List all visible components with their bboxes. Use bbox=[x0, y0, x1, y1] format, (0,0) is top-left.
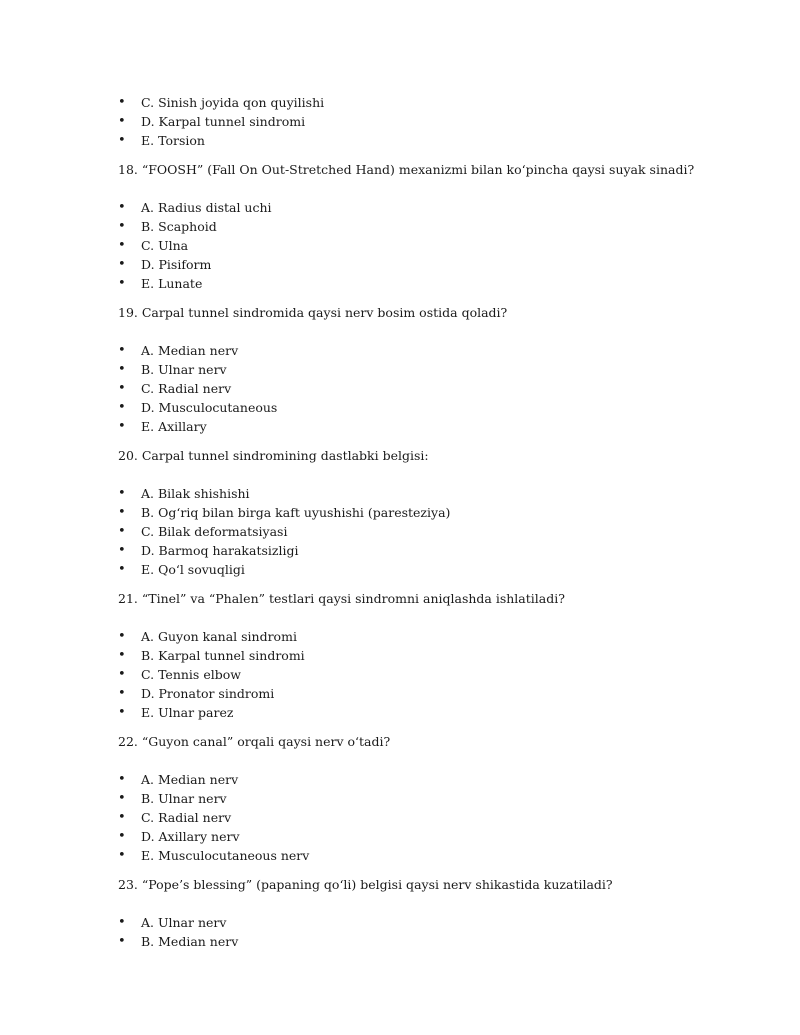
option-text: B. Og‘riq bilan birga kaft uyushishi (paresteziya) bbox=[141, 505, 451, 520]
option-text: B. Ulnar nerv bbox=[141, 791, 227, 806]
bullet-icon: • bbox=[118, 829, 126, 844]
option-item bbox=[118, 913, 758, 932]
option-item bbox=[118, 541, 758, 560]
bullet-icon: • bbox=[118, 648, 126, 663]
option-item bbox=[118, 360, 758, 379]
option-item bbox=[118, 217, 758, 236]
bullet-icon: • bbox=[118, 219, 126, 234]
option-text: E. Lunate bbox=[141, 276, 203, 291]
option-text: D. Pisiform bbox=[141, 257, 212, 272]
option-item bbox=[118, 665, 758, 684]
bullet-icon: • bbox=[118, 200, 126, 215]
question-22 bbox=[118, 732, 758, 865]
option-item bbox=[118, 646, 758, 665]
bullet-icon: • bbox=[118, 257, 126, 272]
option-text: B. Ulnar nerv bbox=[141, 362, 227, 377]
bullet-icon: • bbox=[118, 400, 126, 415]
option-text: A. Ulnar nerv bbox=[141, 915, 227, 930]
bullet-icon: • bbox=[118, 772, 126, 787]
option-text: D. Pronator sindromi bbox=[141, 686, 275, 701]
question-text: 23. “Pope’s blessing” (papaning qo‘li) belgisi qaysi nerv shikastida kuzatiladi? bbox=[118, 877, 613, 892]
option-item bbox=[118, 627, 758, 646]
option-text: C. Radial nerv bbox=[141, 381, 232, 396]
option-item bbox=[118, 236, 758, 255]
option-item bbox=[118, 112, 758, 131]
bullet-icon: • bbox=[118, 419, 126, 434]
option-text: C. Sinish joyida qon quyilishi bbox=[141, 95, 325, 110]
bullet-icon: • bbox=[118, 114, 126, 129]
bullet-icon: • bbox=[118, 810, 126, 825]
option-item bbox=[118, 503, 758, 522]
bullet-icon: • bbox=[118, 543, 126, 558]
option-text: D. Karpal tunnel sindromi bbox=[141, 114, 306, 129]
option-item bbox=[118, 198, 758, 217]
bullet-icon: • bbox=[118, 276, 126, 291]
option-text: D. Musculocutaneous bbox=[141, 400, 278, 415]
document-page bbox=[118, 93, 758, 961]
option-text: B. Scaphoid bbox=[141, 219, 217, 234]
option-text: A. Radius distal uchi bbox=[141, 200, 272, 215]
option-text: A. Median nerv bbox=[141, 772, 239, 787]
option-text: C. Tennis elbow bbox=[141, 667, 241, 682]
option-text: B. Karpal tunnel sindromi bbox=[141, 648, 305, 663]
bullet-icon: • bbox=[118, 686, 126, 701]
option-text: E. Torsion bbox=[141, 133, 205, 148]
option-item bbox=[118, 274, 758, 293]
option-item bbox=[118, 417, 758, 436]
bullet-icon: • bbox=[118, 848, 126, 863]
options-list bbox=[118, 770, 758, 865]
bullet-icon: • bbox=[118, 238, 126, 253]
option-item bbox=[118, 131, 758, 150]
option-item bbox=[118, 560, 758, 579]
bullet-icon: • bbox=[118, 524, 126, 539]
option-item bbox=[118, 398, 758, 417]
question-text: 21. “Tinel” va “Phalen” testlari qaysi sindromni aniqlashda ishlatiladi? bbox=[118, 591, 565, 606]
option-item bbox=[118, 341, 758, 360]
option-item bbox=[118, 770, 758, 789]
question-text: 18. “FOOSH” (Fall On Out-Stretched Hand) mexanizmi bilan ko‘pincha qaysi suyak sinadi? bbox=[118, 162, 695, 177]
option-item bbox=[118, 255, 758, 274]
question-text: 19. Carpal tunnel sindromida qaysi nerv bosim ostida qoladi? bbox=[118, 305, 508, 320]
option-item bbox=[118, 379, 758, 398]
bullet-icon: • bbox=[118, 629, 126, 644]
question-text: 22. “Guyon canal” orqali qaysi nerv o‘tadi? bbox=[118, 734, 391, 749]
option-text: E. Axillary bbox=[141, 419, 207, 434]
question-21 bbox=[118, 589, 758, 722]
bullet-icon: • bbox=[118, 667, 126, 682]
option-item bbox=[118, 789, 758, 808]
options-list bbox=[118, 627, 758, 722]
bullet-icon: • bbox=[118, 362, 126, 377]
question-20 bbox=[118, 446, 758, 579]
bullet-icon: • bbox=[118, 381, 126, 396]
option-item bbox=[118, 522, 758, 541]
option-item bbox=[118, 484, 758, 503]
question-18 bbox=[118, 160, 758, 293]
option-item bbox=[118, 808, 758, 827]
option-item bbox=[118, 932, 758, 951]
bullet-icon: • bbox=[118, 486, 126, 501]
bullet-icon: • bbox=[118, 505, 126, 520]
option-text: C. Bilak deformatsiyasi bbox=[141, 524, 288, 539]
option-text: A. Bilak shishishi bbox=[141, 486, 250, 501]
option-text: C. Radial nerv bbox=[141, 810, 232, 825]
options-list bbox=[118, 913, 758, 951]
bullet-icon: • bbox=[118, 915, 126, 930]
bullet-icon: • bbox=[118, 791, 126, 806]
option-text: C. Ulna bbox=[141, 238, 189, 253]
option-text: D. Barmoq harakatsizligi bbox=[141, 543, 299, 558]
option-text: E. Musculocutaneous nerv bbox=[141, 848, 310, 863]
option-text: D. Axillary nerv bbox=[141, 829, 240, 844]
option-item bbox=[118, 93, 758, 112]
question-text: 20. Carpal tunnel sindromining dastlabki belgisi: bbox=[118, 448, 429, 463]
option-text: B. Median nerv bbox=[141, 934, 239, 949]
bullet-icon: • bbox=[118, 95, 126, 110]
option-item bbox=[118, 846, 758, 865]
options-list bbox=[118, 341, 758, 436]
question-23 bbox=[118, 875, 758, 951]
bullet-icon: • bbox=[118, 343, 126, 358]
option-text: E. Ulnar parez bbox=[141, 705, 234, 720]
options-list bbox=[118, 198, 758, 293]
option-text: A. Median nerv bbox=[141, 343, 239, 358]
option-item bbox=[118, 684, 758, 703]
bullet-icon: • bbox=[118, 562, 126, 577]
bullet-icon: • bbox=[118, 133, 126, 148]
option-item bbox=[118, 827, 758, 846]
bullet-icon: • bbox=[118, 705, 126, 720]
options-list bbox=[118, 484, 758, 579]
option-text: E. Qo‘l sovuqligi bbox=[141, 562, 245, 577]
option-item bbox=[118, 703, 758, 722]
option-text: A. Guyon kanal sindromi bbox=[141, 629, 297, 644]
bullet-icon: • bbox=[118, 934, 126, 949]
question-19 bbox=[118, 303, 758, 436]
leading-options-list bbox=[118, 93, 758, 150]
